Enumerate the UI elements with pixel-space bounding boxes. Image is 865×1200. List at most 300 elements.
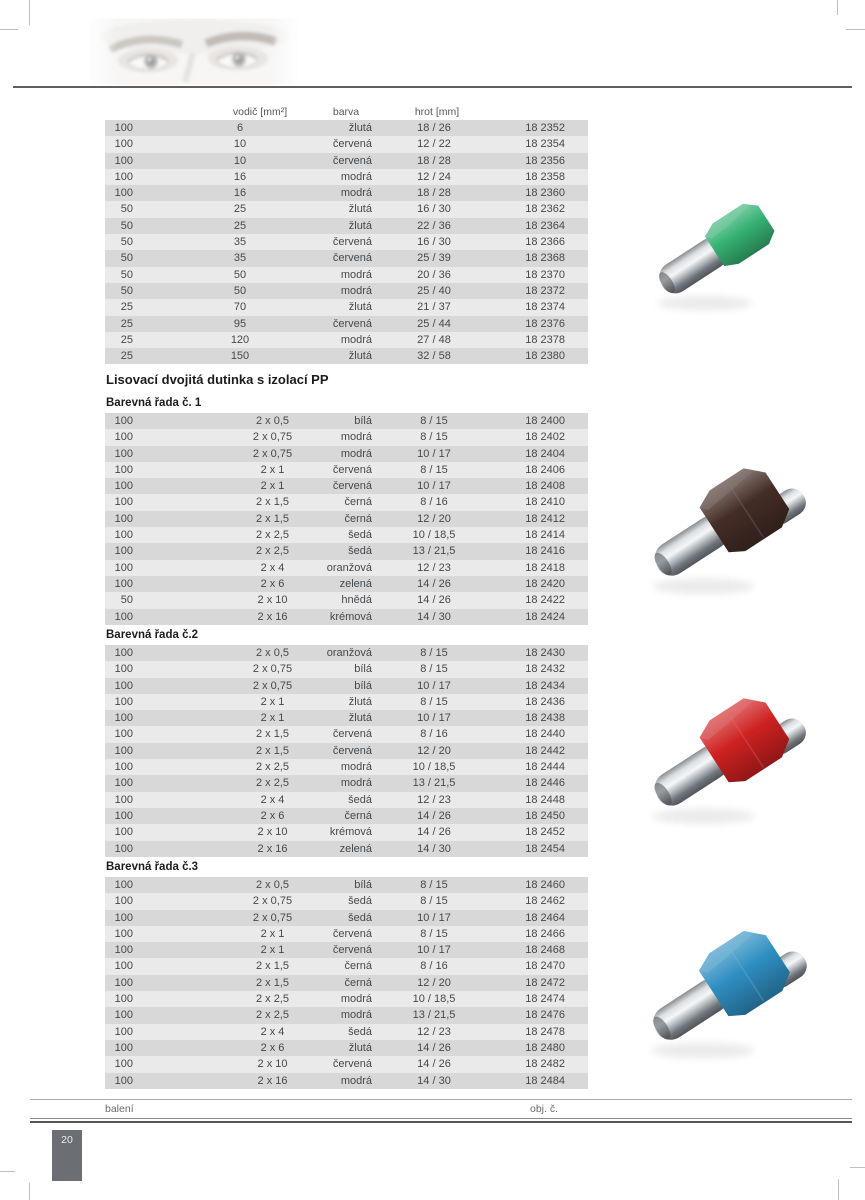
section-title: Lisovací dvojitá dutinka s izolací PP bbox=[106, 372, 329, 387]
cell-hrot: 12 / 20 bbox=[417, 744, 451, 757]
table-row bbox=[105, 958, 588, 974]
cell-hrot: 8 / 15 bbox=[420, 463, 448, 476]
cell-baleni: 25 bbox=[120, 317, 133, 330]
cell-vodic: 120 bbox=[230, 333, 250, 346]
cell-barva: šedá bbox=[348, 895, 372, 908]
footer-label-obj-c: obj. č. bbox=[530, 1103, 559, 1115]
cell-obj-c: 18 2354 bbox=[525, 138, 565, 151]
cell-hrot: 14 / 26 bbox=[417, 1041, 451, 1054]
cell-barva: oranžová bbox=[326, 561, 372, 574]
cell-obj-c: 18 2448 bbox=[525, 793, 565, 806]
cell-baleni: 100 bbox=[114, 610, 133, 623]
cell-obj-c: 18 2438 bbox=[525, 712, 565, 725]
cell-obj-c: 18 2442 bbox=[525, 744, 565, 757]
cell-vodic: 2 x 1 bbox=[260, 944, 285, 957]
cell-vodic: 70 bbox=[233, 301, 247, 314]
table-row bbox=[105, 1056, 588, 1072]
table-row bbox=[105, 775, 588, 791]
cell-barva: červená bbox=[332, 463, 372, 476]
cell-vodic: 2 x 16 bbox=[257, 1074, 288, 1087]
cell-barva: modrá bbox=[340, 284, 372, 297]
cell-hrot: 12 / 23 bbox=[417, 793, 451, 806]
cell-barva: černá bbox=[344, 809, 372, 822]
cell-baleni: 100 bbox=[114, 187, 133, 200]
cell-vodic: 2 x 2,5 bbox=[255, 993, 290, 1006]
cell-vodic: 2 x 0,5 bbox=[255, 415, 290, 427]
cell-baleni: 100 bbox=[114, 1058, 133, 1071]
table-row bbox=[105, 478, 588, 494]
table-row bbox=[105, 975, 588, 991]
cell-baleni: 100 bbox=[114, 447, 133, 460]
crop-mark bbox=[0, 29, 18, 30]
cell-barva: šedá bbox=[348, 545, 372, 558]
table-row bbox=[105, 678, 588, 694]
cell-baleni: 100 bbox=[114, 842, 133, 855]
cell-hrot: 18 / 28 bbox=[417, 187, 451, 200]
cell-barva: žlutá bbox=[348, 1041, 372, 1054]
table-row bbox=[105, 824, 588, 840]
cell-hrot: 18 / 28 bbox=[417, 154, 451, 167]
cell-baleni: 100 bbox=[114, 911, 133, 924]
cell-barva: černá bbox=[344, 512, 372, 525]
cell-obj-c: 18 2400 bbox=[525, 415, 565, 427]
cell-vodic: 2 x 1,5 bbox=[255, 976, 290, 989]
cell-vodic: 2 x 6 bbox=[260, 577, 285, 590]
cell-vodic: 2 x 2,5 bbox=[255, 1009, 290, 1022]
cell-baleni: 100 bbox=[114, 577, 133, 590]
cell-vodic: 2 x 4 bbox=[260, 561, 285, 574]
table-row bbox=[105, 527, 588, 543]
cell-hrot: 10 / 18,5 bbox=[412, 761, 456, 774]
cell-barva: šedá bbox=[348, 911, 372, 924]
footer-label-baleni: balení bbox=[105, 1103, 134, 1115]
cell-vodic: 95 bbox=[233, 317, 247, 330]
cell-vodic: 35 bbox=[233, 236, 247, 249]
cell-baleni: 25 bbox=[120, 350, 133, 363]
cell-baleni: 100 bbox=[114, 777, 133, 790]
cell-vodic: 6 bbox=[236, 122, 244, 134]
cell-barva: šedá bbox=[348, 529, 372, 542]
cell-obj-c: 18 2482 bbox=[525, 1058, 565, 1071]
cell-baleni: 100 bbox=[114, 663, 133, 676]
cell-vodic: 10 bbox=[233, 154, 247, 167]
cell-hrot: 25 / 44 bbox=[417, 317, 451, 330]
cell-barva: modrá bbox=[340, 447, 372, 460]
cell-vodic: 2 x 2,5 bbox=[255, 761, 290, 774]
cell-vodic: 35 bbox=[233, 252, 247, 265]
cell-vodic: 2 x 0,75 bbox=[252, 447, 293, 460]
cell-obj-c: 18 2402 bbox=[525, 431, 565, 444]
cell-baleni: 100 bbox=[114, 895, 133, 908]
cell-baleni: 50 bbox=[120, 236, 133, 249]
table-row bbox=[105, 234, 588, 250]
cell-barva: modrá bbox=[340, 333, 372, 346]
cell-vodic: 2 x 1,5 bbox=[255, 728, 290, 741]
cell-barva: žlutá bbox=[348, 203, 372, 216]
cell-baleni: 100 bbox=[114, 976, 133, 989]
table-row bbox=[105, 645, 588, 661]
cell-hrot: 14 / 26 bbox=[417, 594, 451, 607]
cell-vodic: 2 x 1,5 bbox=[255, 496, 290, 509]
cell-hrot: 8 / 15 bbox=[420, 663, 448, 676]
cell-hrot: 13 / 21,5 bbox=[412, 1009, 456, 1022]
cell-vodic: 25 bbox=[233, 219, 247, 232]
table-row bbox=[105, 592, 588, 608]
table-row bbox=[105, 893, 588, 909]
cell-hrot: 10 / 18,5 bbox=[412, 529, 456, 542]
cell-vodic: 2 x 4 bbox=[260, 793, 285, 806]
cell-barva: modrá bbox=[340, 187, 372, 200]
cell-hrot: 8 / 16 bbox=[420, 496, 448, 509]
cell-hrot: 14 / 30 bbox=[417, 610, 451, 623]
cell-baleni: 100 bbox=[114, 1025, 133, 1038]
cell-barva: šedá bbox=[348, 793, 372, 806]
cell-hrot: 8 / 15 bbox=[420, 895, 448, 908]
cell-baleni: 100 bbox=[114, 1041, 133, 1054]
cell-vodic: 2 x 0,75 bbox=[252, 679, 293, 692]
cell-baleni: 100 bbox=[114, 463, 133, 476]
cell-hrot: 14 / 26 bbox=[417, 577, 451, 590]
cell-obj-c: 18 2378 bbox=[525, 333, 565, 346]
cell-hrot: 12 / 24 bbox=[417, 170, 451, 183]
cell-obj-c: 18 2380 bbox=[525, 350, 565, 363]
table-row bbox=[105, 494, 588, 510]
cell-barva: červená bbox=[332, 744, 372, 757]
cell-hrot: 8 / 16 bbox=[420, 960, 448, 973]
cell-baleni: 100 bbox=[114, 154, 133, 167]
cell-obj-c: 18 2468 bbox=[525, 944, 565, 957]
cell-hrot: 14 / 26 bbox=[417, 809, 451, 822]
cell-baleni: 100 bbox=[114, 744, 133, 757]
crop-mark bbox=[0, 1171, 15, 1172]
table-row bbox=[105, 429, 588, 445]
footer-top-rule bbox=[30, 1099, 852, 1100]
cell-baleni: 100 bbox=[114, 679, 133, 692]
cell-obj-c: 18 2424 bbox=[525, 610, 565, 623]
cell-obj-c: 18 2376 bbox=[525, 317, 565, 330]
table-row bbox=[105, 153, 588, 169]
cell-obj-c: 18 2446 bbox=[525, 777, 565, 790]
table-row bbox=[105, 413, 588, 429]
cell-obj-c: 18 2466 bbox=[525, 927, 565, 940]
cell-barva: červená bbox=[332, 927, 372, 940]
cell-baleni: 100 bbox=[114, 728, 133, 741]
cell-barva: modrá bbox=[340, 1074, 372, 1087]
cell-baleni: 50 bbox=[120, 252, 133, 265]
cell-obj-c: 18 2370 bbox=[525, 268, 565, 281]
cell-baleni: 100 bbox=[114, 512, 133, 525]
cell-obj-c: 18 2470 bbox=[525, 960, 565, 973]
cell-vodic: 2 x 16 bbox=[257, 610, 288, 623]
cell-barva: červená bbox=[332, 138, 372, 151]
cell-vodic: 2 x 1 bbox=[260, 695, 285, 708]
cell-baleni: 100 bbox=[114, 793, 133, 806]
cell-vodic: 25 bbox=[233, 203, 247, 216]
table-row bbox=[105, 201, 588, 217]
cell-vodic: 10 bbox=[233, 138, 247, 151]
cell-baleni: 50 bbox=[120, 219, 133, 232]
cell-barva: modrá bbox=[340, 170, 372, 183]
cell-barva: červená bbox=[332, 728, 372, 741]
cell-barva: červená bbox=[332, 1058, 372, 1071]
cell-barva: červená bbox=[332, 317, 372, 330]
table-row bbox=[105, 792, 588, 808]
cell-baleni: 100 bbox=[114, 927, 133, 940]
footer-bottom-rule-thick bbox=[30, 1121, 852, 1123]
cell-barva: modrá bbox=[340, 761, 372, 774]
cell-obj-c: 18 2484 bbox=[525, 1074, 565, 1087]
cell-vodic: 2 x 0,75 bbox=[252, 911, 293, 924]
cell-obj-c: 18 2460 bbox=[525, 879, 565, 891]
cell-obj-c: 18 2416 bbox=[525, 545, 565, 558]
table-row bbox=[105, 877, 588, 893]
cell-hrot: 12 / 20 bbox=[417, 512, 451, 525]
cell-barva: zelená bbox=[339, 577, 372, 590]
product-photo-ferrule-red-twin bbox=[645, 692, 845, 830]
product-photo-ferrule-green-single bbox=[645, 188, 841, 316]
cell-vodic: 2 x 1 bbox=[260, 712, 285, 725]
cell-barva: modrá bbox=[340, 993, 372, 1006]
cell-baleni: 100 bbox=[114, 993, 133, 1006]
cell-vodic: 2 x 16 bbox=[257, 842, 288, 855]
cell-barva: krémová bbox=[329, 826, 372, 839]
table-row bbox=[105, 299, 588, 315]
cell-baleni: 100 bbox=[114, 712, 133, 725]
table-series-1 bbox=[105, 413, 588, 625]
cell-hrot: 27 / 48 bbox=[417, 333, 451, 346]
table-single-ferrules bbox=[105, 120, 588, 364]
cell-vodic: 2 x 10 bbox=[257, 1058, 288, 1071]
table-row bbox=[105, 1040, 588, 1056]
col-header-vodic: vodič [mm²] bbox=[232, 106, 288, 118]
table-row bbox=[105, 576, 588, 592]
cell-barva: oranžová bbox=[326, 647, 372, 659]
cell-vodic: 2 x 0,75 bbox=[252, 663, 293, 676]
cell-baleni: 100 bbox=[114, 1009, 133, 1022]
series-title-3: Barevná řada č.3 bbox=[106, 861, 199, 873]
cell-baleni: 100 bbox=[114, 761, 133, 774]
table-row bbox=[105, 694, 588, 710]
cell-obj-c: 18 2440 bbox=[525, 728, 565, 741]
cell-barva: černá bbox=[344, 496, 372, 509]
table-row bbox=[105, 267, 588, 283]
cell-obj-c: 18 2450 bbox=[525, 809, 565, 822]
cell-vodic: 2 x 10 bbox=[257, 826, 288, 839]
cell-obj-c: 18 2358 bbox=[525, 170, 565, 183]
cell-obj-c: 18 2476 bbox=[525, 1009, 565, 1022]
cell-baleni: 50 bbox=[120, 268, 133, 281]
cell-hrot: 14 / 30 bbox=[417, 842, 451, 855]
cell-baleni: 100 bbox=[114, 879, 133, 891]
cell-barva: žlutá bbox=[348, 301, 372, 314]
cell-vodic: 2 x 0,5 bbox=[255, 647, 290, 659]
cell-barva: modrá bbox=[340, 268, 372, 281]
cell-hrot: 10 / 17 bbox=[417, 944, 451, 957]
cell-baleni: 100 bbox=[114, 647, 133, 659]
cell-vodic: 50 bbox=[233, 268, 247, 281]
table-row bbox=[105, 942, 588, 958]
cell-baleni: 100 bbox=[114, 431, 133, 444]
cell-vodic: 2 x 6 bbox=[260, 1041, 285, 1054]
cell-hrot: 16 / 30 bbox=[417, 203, 451, 216]
cell-obj-c: 18 2406 bbox=[525, 463, 565, 476]
cell-barva: černá bbox=[344, 960, 372, 973]
cell-hrot: 8 / 16 bbox=[420, 728, 448, 741]
footer-bottom-rule bbox=[30, 1118, 852, 1119]
cell-hrot: 32 / 58 bbox=[417, 350, 451, 363]
table-row bbox=[105, 1024, 588, 1040]
cell-baleni: 50 bbox=[120, 284, 133, 297]
page-number-tab bbox=[52, 1130, 82, 1181]
cell-barva: červená bbox=[332, 154, 372, 167]
cell-vodic: 2 x 0,5 bbox=[255, 879, 290, 891]
cell-vodic: 2 x 2,5 bbox=[255, 529, 290, 542]
cell-obj-c: 18 2360 bbox=[525, 187, 565, 200]
cell-vodic: 2 x 1 bbox=[260, 927, 285, 940]
cell-baleni: 25 bbox=[120, 333, 133, 346]
cell-hrot: 8 / 15 bbox=[420, 431, 448, 444]
cell-baleni: 100 bbox=[114, 529, 133, 542]
cell-barva: zelená bbox=[339, 842, 372, 855]
cell-vodic: 50 bbox=[233, 284, 247, 297]
cell-vodic: 2 x 1 bbox=[260, 480, 285, 493]
cell-hrot: 10 / 17 bbox=[417, 712, 451, 725]
cell-obj-c: 18 2430 bbox=[525, 647, 565, 659]
cell-hrot: 10 / 17 bbox=[417, 447, 451, 460]
cell-hrot: 10 / 17 bbox=[417, 911, 451, 924]
cell-obj-c: 18 2374 bbox=[525, 301, 565, 314]
cell-hrot: 16 / 30 bbox=[417, 236, 451, 249]
cell-vodic: 2 x 2,5 bbox=[255, 545, 290, 558]
cell-barva: hnědá bbox=[341, 594, 372, 607]
cell-baleni: 100 bbox=[114, 1074, 133, 1087]
cell-obj-c: 18 2432 bbox=[525, 663, 565, 676]
cell-baleni: 50 bbox=[120, 203, 133, 216]
cell-hrot: 13 / 21,5 bbox=[412, 777, 456, 790]
table-row bbox=[105, 1007, 588, 1023]
crop-mark bbox=[837, 0, 838, 15]
cell-vodic: 2 x 10 bbox=[257, 594, 288, 607]
cell-barva: červená bbox=[332, 480, 372, 493]
crop-mark bbox=[838, 1179, 839, 1200]
table-row bbox=[105, 743, 588, 759]
cell-vodic: 2 x 1,5 bbox=[255, 744, 290, 757]
product-photo-ferrule-brown-twin bbox=[645, 462, 845, 600]
cell-hrot: 18 / 26 bbox=[417, 122, 451, 134]
cell-vodic: 2 x 1,5 bbox=[255, 512, 290, 525]
cell-barva: bílá bbox=[354, 663, 372, 676]
cell-vodic: 2 x 2,5 bbox=[255, 777, 290, 790]
cell-hrot: 14 / 26 bbox=[417, 826, 451, 839]
table-row bbox=[105, 1073, 588, 1089]
table-row bbox=[105, 609, 588, 625]
cell-hrot: 13 / 21,5 bbox=[412, 545, 456, 558]
cell-hrot: 12 / 23 bbox=[417, 1025, 451, 1038]
cell-obj-c: 18 2462 bbox=[525, 895, 565, 908]
cell-baleni: 25 bbox=[120, 301, 133, 314]
cell-hrot: 14 / 30 bbox=[417, 1074, 451, 1087]
cell-barva: bílá bbox=[354, 415, 372, 427]
cell-hrot: 8 / 15 bbox=[420, 927, 448, 940]
table-row bbox=[105, 511, 588, 527]
page-number: 20 bbox=[61, 1134, 73, 1146]
cell-barva: červená bbox=[332, 252, 372, 265]
cell-barva: modrá bbox=[340, 1009, 372, 1022]
cell-barva: žlutá bbox=[348, 122, 372, 134]
cell-hrot: 10 / 17 bbox=[417, 480, 451, 493]
table-series-2 bbox=[105, 645, 588, 857]
eyes-photo bbox=[88, 18, 300, 85]
cell-hrot: 10 / 17 bbox=[417, 679, 451, 692]
cell-hrot: 20 / 36 bbox=[417, 268, 451, 281]
cell-vodic: 150 bbox=[230, 350, 250, 363]
table-column-headers bbox=[105, 106, 588, 120]
cell-hrot: 8 / 15 bbox=[420, 879, 448, 891]
table-row bbox=[105, 446, 588, 462]
table-row bbox=[105, 185, 588, 201]
cell-obj-c: 18 2356 bbox=[525, 154, 565, 167]
cell-hrot: 10 / 18,5 bbox=[412, 993, 456, 1006]
cell-baleni: 100 bbox=[114, 138, 133, 151]
cell-hrot: 25 / 40 bbox=[417, 284, 451, 297]
table-row bbox=[105, 169, 588, 185]
cell-hrot: 8 / 15 bbox=[420, 695, 448, 708]
cell-baleni: 100 bbox=[114, 695, 133, 708]
cell-obj-c: 18 2464 bbox=[525, 911, 565, 924]
cell-obj-c: 18 2372 bbox=[525, 284, 565, 297]
cell-vodic: 2 x 6 bbox=[260, 809, 285, 822]
cell-obj-c: 18 2364 bbox=[525, 219, 565, 232]
table-row bbox=[105, 462, 588, 478]
cell-barva: červená bbox=[332, 236, 372, 249]
cell-barva: šedá bbox=[348, 1025, 372, 1038]
cell-obj-c: 18 2368 bbox=[525, 252, 565, 265]
cell-barva: bílá bbox=[354, 679, 372, 692]
col-header-hrot: hrot [mm] bbox=[414, 106, 460, 118]
cell-hrot: 12 / 23 bbox=[417, 561, 451, 574]
cell-obj-c: 18 2478 bbox=[525, 1025, 565, 1038]
cell-hrot: 22 / 36 bbox=[417, 219, 451, 232]
cell-baleni: 100 bbox=[114, 561, 133, 574]
cell-obj-c: 18 2436 bbox=[525, 695, 565, 708]
cell-barva: modrá bbox=[340, 431, 372, 444]
cell-baleni: 100 bbox=[114, 826, 133, 839]
cell-vodic: 2 x 4 bbox=[260, 1025, 285, 1038]
product-photo-ferrule-blue-twin bbox=[645, 922, 845, 1067]
cell-obj-c: 18 2474 bbox=[525, 993, 565, 1006]
crop-mark bbox=[29, 0, 30, 25]
cell-baleni: 100 bbox=[114, 944, 133, 957]
table-row bbox=[105, 808, 588, 824]
crop-mark bbox=[29, 1183, 30, 1200]
series-title-2: Barevná řada č.2 bbox=[106, 629, 199, 641]
cell-obj-c: 18 2410 bbox=[525, 496, 565, 509]
table-row bbox=[105, 726, 588, 742]
header-rule bbox=[13, 86, 852, 88]
cell-vodic: 16 bbox=[233, 187, 247, 200]
cell-baleni: 100 bbox=[114, 960, 133, 973]
cell-vodic: 2 x 0,75 bbox=[252, 431, 293, 444]
table-row bbox=[105, 316, 588, 332]
cell-obj-c: 18 2434 bbox=[525, 679, 565, 692]
table-row bbox=[105, 136, 588, 152]
table-row bbox=[105, 120, 588, 136]
cell-obj-c: 18 2362 bbox=[525, 203, 565, 216]
cell-barva: modrá bbox=[340, 777, 372, 790]
cell-hrot: 21 / 37 bbox=[417, 301, 451, 314]
table-row bbox=[105, 218, 588, 234]
cell-barva: žlutá bbox=[348, 350, 372, 363]
